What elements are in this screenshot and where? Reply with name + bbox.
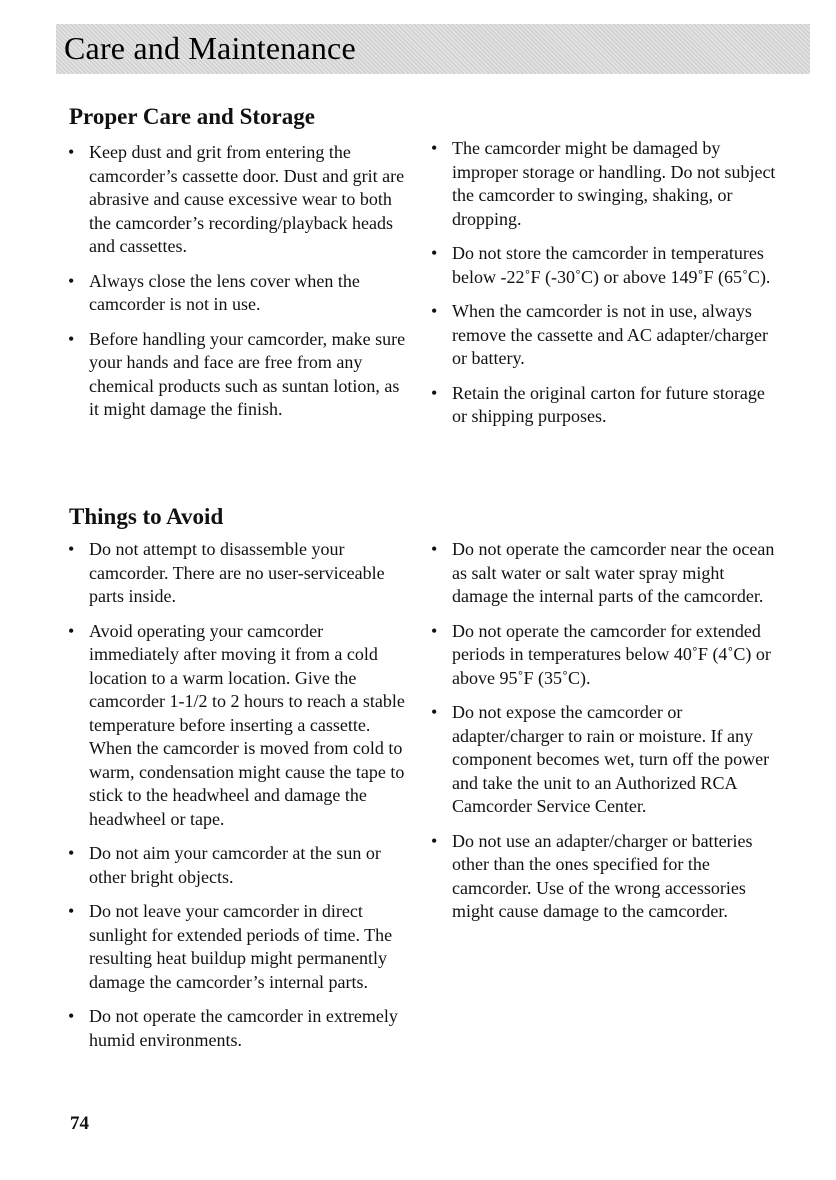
list-item-text: The camcorder might be damaged by improper storage or handling. Do not subject the camcorder to swinging, shaking, or dropping. [452, 138, 776, 229]
list-item [68, 900, 410, 994]
avoid-list-right [431, 538, 776, 935]
section-heading-things-to-avoid: Things to Avoid [69, 504, 224, 529]
bullet-icon: • [431, 830, 438, 851]
list-item [68, 270, 410, 317]
bullet-icon: • [431, 301, 438, 321]
list-item-text: Do not aim your camcorder at the sun or other bright objects. [89, 843, 381, 887]
bullet-icon: • [431, 620, 438, 641]
list-item [431, 382, 776, 429]
list-item-text: Before handling your camcorder, make sure your hands and face are free from any chemical products such as suntan lotion, as it might damage the finish. [89, 328, 406, 419]
list-item [68, 328, 410, 422]
list-item-text: Do not attempt to disassemble your camcorder. There are no user-serviceable parts inside. [89, 539, 385, 606]
list-item-text: Do not operate the camcorder in extremely humid environments. [89, 1006, 398, 1050]
list-item-text: Do not use an adapter/charger or batteries other than the ones specified for the camcorder. Use of the wrong accessories might cause damage to the camcorder. [452, 830, 753, 921]
list-item-text: Do not expose the camcorder or adapter/charger to rain or moisture. If any component becomes wet, turn off the power and take the unit to an Authorized RCA Camcorder Service Center. [452, 702, 770, 816]
list-item-text: Do not store the camcorder in temperatures below -22˚F (-30˚C) or above 149˚F (65˚C). [452, 243, 771, 287]
list-item [431, 300, 776, 371]
page-number: 74 [70, 1113, 89, 1134]
bullet-icon: • [68, 1006, 75, 1026]
list-item [431, 830, 776, 924]
list-item [68, 141, 410, 259]
section-heading-proper-care: Proper Care and Storage [69, 104, 315, 129]
bullet-icon: • [68, 142, 75, 162]
bullet-icon: • [431, 702, 438, 722]
list-item-text: Do not leave your camcorder in direct sunlight for extended periods of time. The resulting heat buildup might permanently damage the camcorder’s internal parts. [89, 901, 393, 992]
proper-care-list-left [68, 141, 410, 433]
list-item-text: Avoid operating your camcorder immediately after moving it from a cold location to a warm location. Give the camcorder 1-1/2 to 2 hours to reach a stable temperature before inserting a cassette. When the camcorder is moved from cold to warm, condensation might cause the tape to stick to the headwheel and damage the headwheel or tape. [89, 620, 405, 829]
list-item [431, 242, 776, 289]
bullet-icon: • [68, 328, 75, 349]
list-item [431, 137, 776, 231]
list-item [68, 620, 410, 832]
list-item [68, 842, 410, 889]
list-item-text: When the camcorder is not in use, always remove the cassette and AC adapter/charger or battery. [452, 301, 769, 368]
list-item-text: Retain the original carton for future storage or shipping purposes. [452, 382, 765, 426]
bullet-icon: • [68, 270, 75, 291]
list-item-text: Do not operate the camcorder for extended periods in temperatures below 40˚F (4˚C) or above 95˚F (35˚C). [452, 620, 771, 688]
bullet-icon: • [68, 620, 75, 641]
bullet-icon: • [431, 382, 438, 403]
list-item [431, 701, 776, 819]
bullet-icon: • [431, 539, 438, 559]
list-item [68, 538, 410, 609]
list-item [431, 538, 776, 609]
proper-care-list-right [431, 137, 776, 440]
list-item-text: Keep dust and grit from entering the camcorder’s cassette door. Dust and grit are abrasive and cause excessive wear to both the camcorder’s recording/playback heads and cassettes. [89, 142, 405, 256]
page-title: Care and Maintenance [64, 30, 356, 66]
bullet-icon: • [68, 901, 75, 921]
list-item [431, 620, 776, 691]
list-item-text: Always close the lens cover when the camcorder is not in use. [89, 270, 360, 314]
bullet-icon: • [68, 539, 75, 559]
bullet-icon: • [68, 843, 75, 863]
avoid-list-left [68, 538, 410, 1063]
list-item-text: Do not operate the camcorder near the ocean as salt water or salt water spray might damage the internal parts of the camcorder. [452, 539, 775, 606]
title-banner [56, 24, 810, 74]
list-item [68, 1005, 410, 1052]
bullet-icon: • [431, 243, 438, 263]
bullet-icon: • [431, 138, 438, 158]
